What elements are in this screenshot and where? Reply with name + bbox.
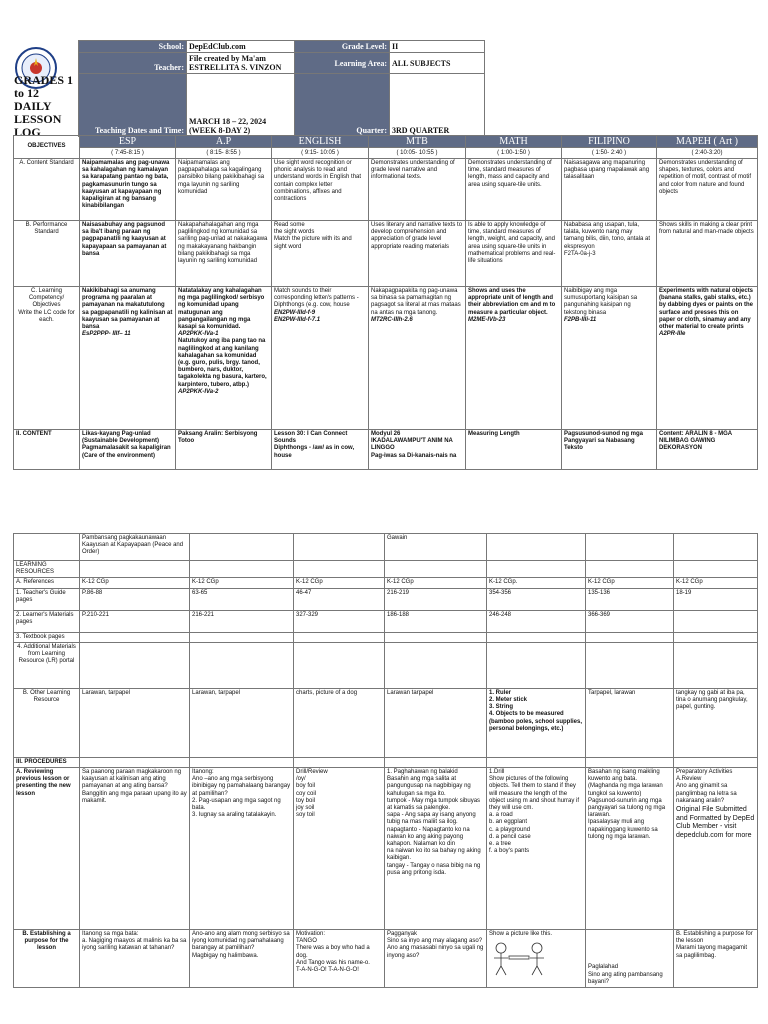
lm-cell: P.210-221 [80,610,190,632]
subject-filipino: FILIPINO [562,136,657,148]
reference-cell: K-12 CGp [586,578,674,588]
references-row [14,578,758,588]
purpose-cell: Show a picture like this. [487,930,586,988]
subject-math: MATH [466,136,562,148]
competency-cell: Natatalakay ang kahalagahan ng mga paglilingkod/ serbisyo ng komunidad upang matugunan ang pangangailangan ng mga kasapi sa komunidad. AP2PKK-IVa-1 Natutukoy ang iba pang tao na naglilingkod at ang kanilang kahalagahan sa komunidad (e.g. guro, pulis, brgy. tanod, bumbero, nars, duktor, tagakolekta ng basura, kartero, karpintero, tubero, atbp.) AP2PKK-IVa-2 [176,287,272,430]
subject-ap: A.P [176,136,272,148]
content-standard-row [14,159,758,221]
school-label: School: [79,41,187,53]
tg-cell: 135-136 [586,588,674,610]
review-cell: Basahan ng isang maikling kuwento ang bata. (Maghanda ng mga larawan tungkol sa kuwento) Pagsunod-sunurin ang mga pangyayari sa tulong ng mga larawan. Ipasalaysay muli ang napakinggang kuwento sa tulong ng mga larawan. [586,768,674,930]
content-cell: Content: ARALIN 8 - MGA NILIMBAG GAWING DEKORASYON [657,430,758,470]
review-row [14,768,758,930]
performance-standard-cell: Read some the sight words Match the picture with its and sight word [272,221,369,287]
reference-cell: K-12 CGp. [487,578,586,588]
learning-resources-label: LEARNING RESOURCES [14,561,80,578]
header-info-table [78,40,485,137]
lm-cell: 327-329 [294,610,385,632]
competency-cell: Match sounds to their corresponding letter/s patterns - Diphthongs (e.g. cow, house EN2PW-IIId-f-9 EN2PW-IIId-f-7.1 [272,287,369,430]
reference-cell: K-12 CGp [674,578,758,588]
content-cell: Lesson 30: I Can Connect Sounds Diphthongs - /aw/ as in cow, house [272,430,369,470]
content-label: II. CONTENT [14,430,80,470]
performance-standard-cell: Shows skills in making a clear print from natural and man-made objects [657,221,758,287]
textbook-row [14,632,758,642]
time-math: ( 1:00-1:50 ) [466,148,562,159]
lm-cell: 366-369 [586,610,674,632]
performance-standard-cell: Uses literary and narrative texts to develop comprehension and appreciation of grade level appropriate reading materials [369,221,466,287]
tg-cell: 46-47 [294,588,385,610]
reference-cell: K-12 CGp [80,578,190,588]
dates-label: Teaching Dates and Time: [79,74,187,137]
tb-label: 3. Textbook pages [14,632,80,642]
lm-cell: 186-188 [385,610,487,632]
dates-value: MARCH 18 – 22, 2024 (WEEK 8-DAY 2) [187,74,295,137]
content-cell: Paksang Aralin: Serbisyong Totoo [176,430,272,470]
reference-cell: K-12 CGp [294,578,385,588]
review-label: A. Reviewing previous lesson or presenting the new lesson [14,768,80,930]
content-standard-cell: Naipamamalas ang pag-unawa sa kahalagahan ng kamalayan sa karapatang pantao ng bata, pagkamasunurin tungo sa kaayusan at kapayapaan ng kapaligiran at ng bansang kinabibilangan [80,159,176,221]
tg-cell: 354-356 [487,588,586,610]
other-cell: Tarpapel, larawan [586,688,674,757]
grade-label: Grade Level: [295,41,390,53]
competency-label: C. Learning Competency/ Objectives Write the LC code for each. [14,287,80,430]
reference-cell: K-12 CGp [385,578,487,588]
grade-value: II [390,41,485,53]
review-cell: Drill/Review /oy/ boy foil coy coil toy boil joy soil soy toil [294,768,385,930]
school-value: DepEdClub.com [187,41,295,53]
teachers-guide-row [14,588,758,610]
other-label: B. Other Learning Resource [14,688,80,757]
reference-cell: K-12 CGp [190,578,294,588]
content-cell: Modyul 26 IKADALAWAMPU'T ANIM NA LINGGO Pag-iwas sa Di-kanais-nais na [369,430,466,470]
other-cell: Larawan, tarpapel [80,688,190,757]
addl-label: 4. Additional Materials from Learning Resource (LR) portal [14,642,80,688]
review-cell: 1. Paghahawan ng balakid Basahin ang mga salita at pangungusap na nagbibigay ng kahulugan sa mga ito. tumpok - May mga tumpok sibuyas at kamatis sa palengke. sapa - Ang sapa ay isang anyong tubig na mas maliit sa ilog. napagtanto - Napagtanto ko na naiwan ko ang aking payong kahapon. Nalaman ko din na naiwan ko ito sa bahay ng aking kaibigan. tangay - Tangay o nasa bibig na ng pusa ang pritong isda. [385,768,487,930]
tg-cell: P.86-88 [80,588,190,610]
performance-standard-label: B. Performance Standard [14,221,80,287]
other-cell: charts, picture of a dog [294,688,385,757]
teacher-label: Teacher: [79,53,187,74]
dll-title: GRADES 1 to 12 DAILY LESSON LOG [14,73,74,139]
review-cell: Itanong: Ano –ano ang mga serbisyong ibinibigay ng pamahalaang barangay at pamilihan? 2. Pag-usapan ang mga sagot ng bata. 3. Iugnay sa araling tatalakayin. [190,768,294,930]
resources-procedures-table [13,533,758,988]
time-english: ( 9:15- 10:05 ) [272,148,369,159]
other-cell: 1. Ruler 2. Meter stick 3. String 4. Objects to be measured (bamboo poles, school supplies, personal belongings, etc.) [487,688,586,757]
tg-cell: 216-219 [385,588,487,610]
other-cell: Larawan, tarpapel [190,688,294,757]
procedures-label: III. PROCEDURES [14,757,80,767]
other-cell: Larawan tarpapel [385,688,487,757]
content-continuation-row [14,534,758,561]
subject-mapeh: MAPEH ( Art ) [657,136,758,148]
content-row [14,430,758,470]
competency-cell: Nakapagpapakita ng pag-unawa sa binasa sa pamamagitan ng pagsagot sa literal at mas mataas na antas na mga tanong. MT2RC-IIIh-2.6 [369,287,466,430]
performance-standard-cell: Naisasabuhay ang pagsunod sa iba't ibang paraan ng pagpapanatili ng kaayusan at kapayapaan sa pamayanan at bansa [80,221,176,287]
other-resources-row [14,688,758,757]
time-mtb: ( 10:05- 10:55 ) [369,148,466,159]
competency-cell: Naibibigay ang mga sumusuportang kaisipan sa pangunahing kaisipan ng tekstong binasa F2PB-IIIi-11 [562,287,657,430]
lm-cell: 246-248 [487,610,586,632]
time-mapeh: ( 2:40-3:20) [657,148,758,159]
competency-cell: Experiments with natural objects (banana stalks, gabi stalks, etc.) by dabbing dyes or paints on the surface and presses this on paper or cloth, sinamay and any other material to create prints A2PR-IIIe [657,287,758,430]
content-standard-cell: Naisasagawa ang mapanuring pagbasa upang mapalawak ang talasalitaan [562,159,657,221]
performance-standard-cell: Nakapahahalagahan ang mga paglilingkod ng komunidad sa sariling pag-unlad at nakakagawa ng makakayanang hakbangin bilang pakikibahagi sa mga layunin ng sariling komunidad [176,221,272,287]
content-cell: Pagsusunod-sunod ng mga Pangyayari sa Nabasang Teksto [562,430,657,470]
performance-standard-row [14,221,758,287]
competency-cell: Nakikibahagi sa anumang programa ng paaralan at pamayanan na makatutulong sa pagpapanatili ng kalinisan at kaayusan sa pamayanan at bansa EsP2PPP- IIIf– 11 [80,287,176,430]
lm-cell [674,610,758,632]
performance-standard-cell: Nababasa ang usapan, tula, talata, kuwento nang may tamang bilis, diin, tono, antala at ekspresyon F2TA-0a-j-3 [562,221,657,287]
area-value: ALL SUBJECTS [390,53,485,74]
learners-materials-row [14,610,758,632]
area-label: Learning Area: [295,53,390,74]
teacher-value: File created by Ma'am ESTRELLITA S. VINZON [187,53,295,74]
competency-row [14,287,758,430]
subject-english: ENGLISH [272,136,369,148]
tg-label: 1. Teacher's Guide pages [14,588,80,610]
subject-mtb: MTB [369,136,466,148]
children-measuring-picture [489,938,549,978]
purpose-cell: B. Establishing a purpose for the lesson Marami tayong magagamit sa paglilimbag. [674,930,758,988]
content-standard-cell: Demonstrates understanding of shapes, textures, colors and repetition of motif, contrast of motif and color from nature and found objects [657,159,758,221]
subject-esp: ESP [80,136,176,148]
purpose-row [14,930,758,988]
purpose-cell: Pagganyak Sino sa inyo ang may alagang aso? Ano ang masasabi ninyo sa ugali ng inyong aso? [385,930,487,988]
review-cell: Preparatory Activities A.Review Ano ang ginamit sa panglimbag na letra sa nakaraang aralin? Original File Submitted and Formatted by DepEd Club Member - visit depedclub.com for more [674,768,758,930]
time-esp: ( 7:45-8:15 ) [80,148,176,159]
time-ap: ( 8:15- 8:55 ) [176,148,272,159]
tg-cell: 63-65 [190,588,294,610]
quarter-label: Quarter: [295,74,390,137]
objectives-label: OBJECTIVES [14,136,80,159]
content-standard-cell: Demonstrates understanding of grade level narrative and informational texts. [369,159,466,221]
time-filipino: ( 1:50- 2:40 ) [562,148,657,159]
references-label: A. References [14,578,80,588]
purpose-label: B. Establishing a purpose for the lesson [14,930,80,988]
content-cell: Likas-kayang Pag-unlad (Sustainable Development) Pagmamalasakit sa kapaligiran (Care of the environment) [80,430,176,470]
review-cell: 1.Drill Show pictures of the following objects. Tell them to stand if they will measure the length of the object using m and shout hurray if they will use cm. a. a road b. an eggplant c. a playground d. a pencil case e. a tree f. a boy's pants [487,768,586,930]
content-standard-cell: Demonstrates understanding of time, standard measures of length, mass and capacity and area using square-tile units. [466,159,562,221]
lm-cell: 216-221 [190,610,294,632]
continuation-cell: Pambansang pagkakaunawaan Kaayusan at Kapayapaan (Peace and Order) [80,534,190,561]
additional-materials-row [14,642,758,688]
quarter-value: 3RD QUARTER [390,74,485,137]
purpose-cell: Itanong sa mga bata: a. Nagiging maayos at malinis ka ba sa iyong sariling katawan at tahanan? [80,930,190,988]
objectives-table [13,135,758,470]
competency-cell: Shows and uses the appropriate unit of length and their abbreviation cm and m to measure a particular object. M2ME-IVb-23 [466,287,562,430]
other-cell: tangkay ng gabi at iba pa, tina o anumang pangkulay, papel, gunting. [674,688,758,757]
tg-cell: 18-19 [674,588,758,610]
continuation-cell: Gawain [385,534,487,561]
content-cell: Measuring Length [466,430,562,470]
purpose-cell: Ano-ano ang alam mong serbisyo sa iyong komunidad ng pamahalaang barangay at pamilihan? Magbigay ng halimbawa. [190,930,294,988]
content-standard-label: A. Content Standard [14,159,80,221]
content-standard-cell: Use sight word recognition or phonic analysis to read and understand words in English that contain complex letter combinations, affixes and contractions [272,159,369,221]
depedclub-note: Original File Submitted and Formatted by DepEd Club Member - visit depedclub.com for more [676,806,755,839]
review-cell: Sa paanong paraan magkakaroon ng kaayusan at kalinisan ang ating pamayanan at ang ating bansa? Banggitin ang mga paraan upang ito ay makamit. [80,768,190,930]
lm-label: 2. Learner's Materials pages [14,610,80,632]
performance-standard-cell: Is able to apply knowledge of time, standard measures of length, weight, and capacity, and area using square-tile units in mathematical problems and real-life situations [466,221,562,287]
purpose-cell: Motivation: TANGO There was a boy who had a dog. And Tango was his name-o. T-A-N-G-O! T-A-N-G-O! [294,930,385,988]
content-standard-cell: Naipamamalas ang pagpapahalaga sa kagalingang pansibiko bilang pakikibahagi sa mga layunin ng sariling komunidad [176,159,272,221]
purpose-cell: Paglalahad Sino ang ating pambansang bayani? [586,930,674,988]
